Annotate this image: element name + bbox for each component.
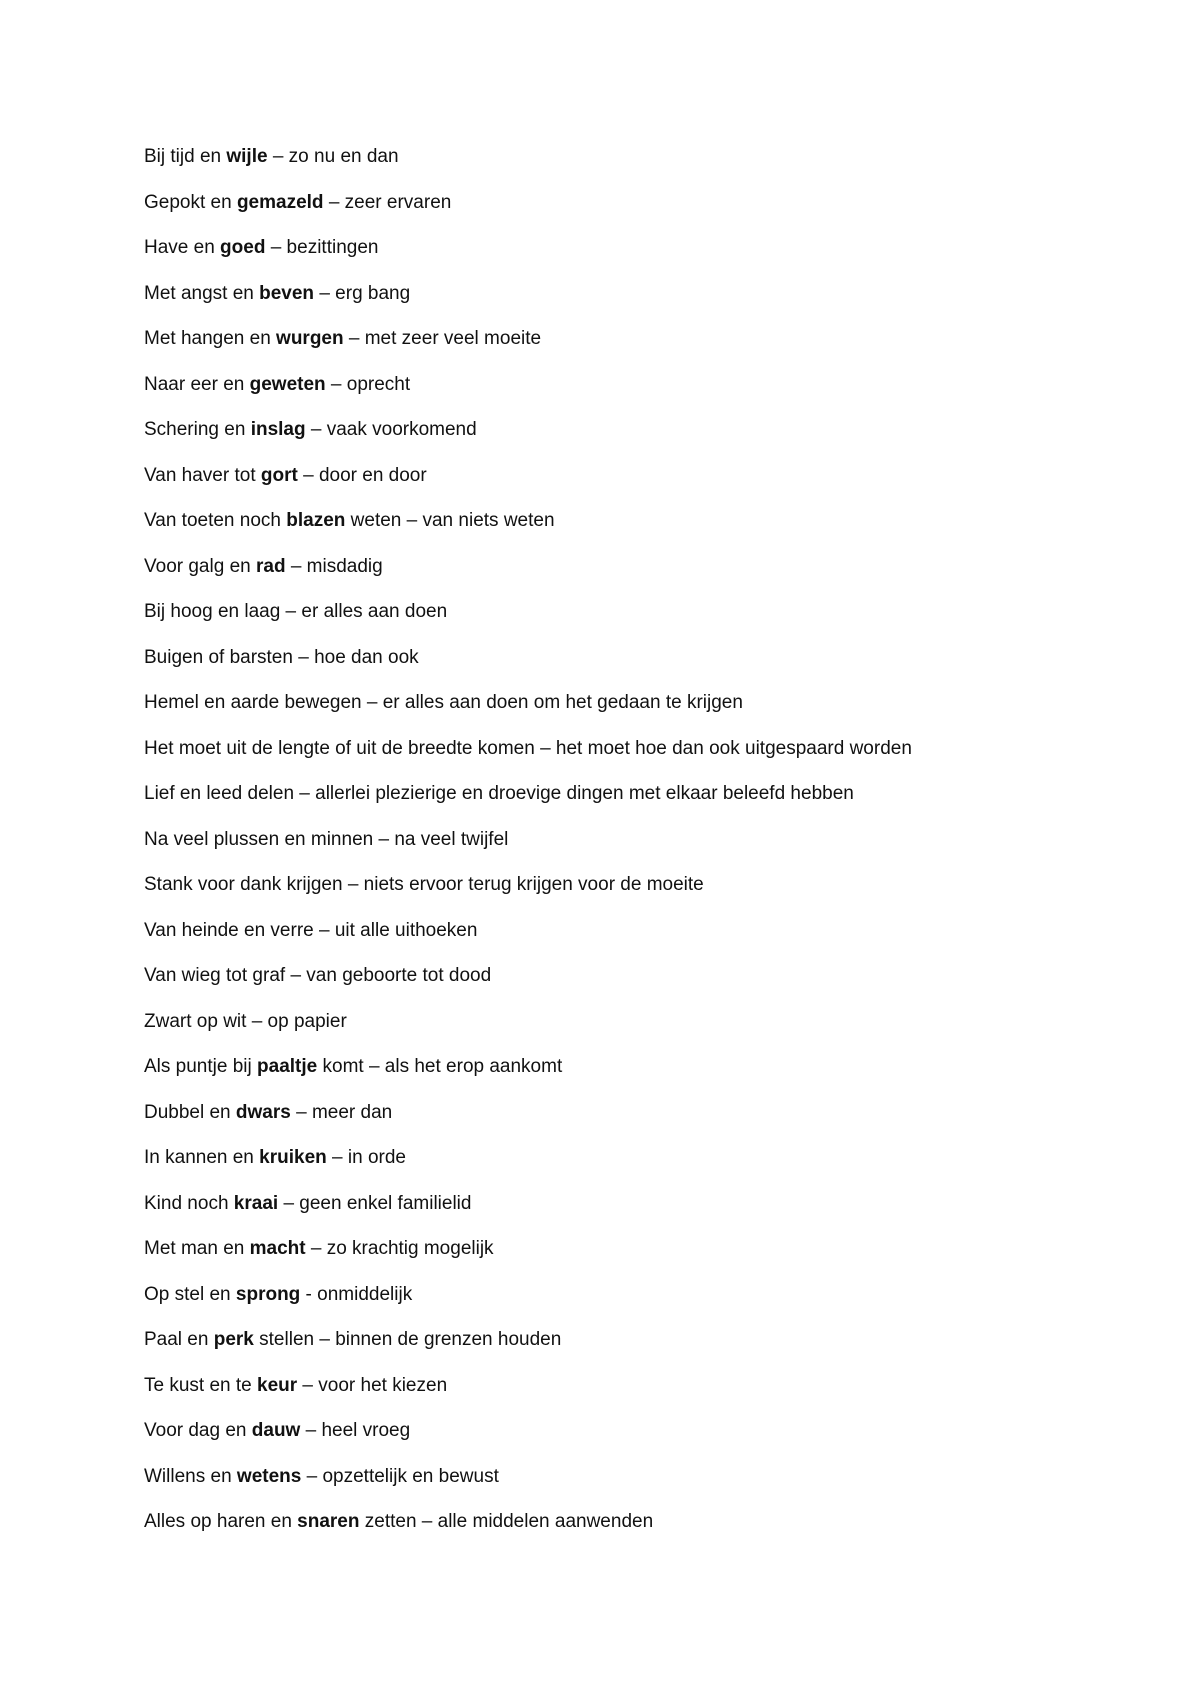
line-text: Met hangen en: [144, 328, 277, 349]
line-text: – bezittingen: [265, 237, 379, 258]
bold-keyword: inslag: [250, 419, 306, 440]
line-text: Hemel en aarde bewegen – er alles aan doen om het gedaan te krijgen: [144, 692, 743, 713]
line-text: Stank voor dank krijgen – niets ervoor terug krijgen voor de moeite: [144, 874, 704, 895]
line-text: – vaak voorkomend: [305, 419, 477, 440]
expression-line: [144, 1193, 1144, 1239]
line-text: In kannen en: [144, 1147, 260, 1168]
bold-keyword: kruiken: [259, 1147, 327, 1168]
line-text: Het moet uit de lengte of uit de breedte komen – het moet hoe dan ook uitgespaard worden: [144, 737, 912, 759]
expression-line: [144, 965, 1144, 1011]
bold-keyword: rad: [255, 555, 286, 577]
line-text: Te kust en te: [144, 1374, 258, 1396]
expression-line: [144, 1147, 1144, 1193]
expression-list: [144, 146, 1144, 1557]
expression-line: [144, 738, 1144, 784]
line-text: zetten – alle middelen aanwenden: [359, 1511, 654, 1532]
bold-keyword: goed: [220, 237, 266, 258]
line-text: Dubbel en: [144, 1101, 236, 1123]
expression-line: [144, 1375, 1144, 1421]
line-text: Met man en: [144, 1238, 250, 1259]
bold-keyword: macht: [249, 1238, 306, 1259]
bold-keyword: wijle: [226, 146, 268, 167]
expression-line: [144, 692, 1144, 738]
line-text: Van toeten noch: [144, 510, 287, 531]
line-text: Have en: [144, 237, 221, 258]
line-text: Bij tijd en: [144, 146, 227, 167]
line-text: Op stel en: [144, 1283, 236, 1305]
line-text: Van haver tot: [144, 464, 261, 486]
expression-line: [144, 237, 1144, 283]
expression-line: [144, 146, 1144, 192]
line-text: Van heinde en verre – uit alle uithoeken: [144, 919, 478, 941]
line-text: Bij hoog en laag – er alles aan doen: [144, 601, 448, 622]
expression-line: [144, 419, 1144, 465]
line-text: Naar eer en: [144, 373, 250, 395]
line-text: Alles op haren en: [144, 1511, 298, 1532]
expression-line: [144, 601, 1144, 647]
expression-line: [144, 556, 1144, 602]
bold-keyword: kraai: [233, 1192, 279, 1214]
expression-line: [144, 783, 1144, 829]
expression-line: [144, 1056, 1144, 1102]
expression-line: [144, 1511, 1144, 1557]
bold-keyword: geweten: [249, 373, 326, 395]
expression-line: [144, 283, 1144, 329]
line-text: Zwart op wit – op papier: [144, 1010, 347, 1032]
line-text: – heel vroeg: [300, 1420, 411, 1441]
bold-keyword: blazen: [286, 510, 346, 531]
line-text: Met angst en: [144, 282, 260, 304]
line-text: – voor het kiezen: [297, 1374, 448, 1396]
line-text: Lief en leed delen – allerlei plezierige en droevige dingen met elkaar beleefd hebben: [144, 783, 854, 804]
line-text: Gepokt en: [144, 191, 237, 213]
expression-line: [144, 1466, 1144, 1512]
line-text: Als puntje bij: [144, 1056, 258, 1077]
bold-keyword: gort: [260, 464, 298, 486]
line-text: stellen – binnen de grenzen houden: [253, 1329, 562, 1350]
line-text: – opzettelijk en bewust: [301, 1465, 499, 1487]
line-text: Van wieg tot graf – van geboorte tot dood: [144, 965, 492, 986]
expression-line: [144, 510, 1144, 556]
bold-keyword: keur: [257, 1374, 298, 1396]
line-text: – in orde: [326, 1147, 406, 1168]
bold-keyword: beven: [259, 282, 315, 304]
expression-line: [144, 1011, 1144, 1057]
line-text: – met zeer veel moeite: [343, 328, 542, 349]
line-text: – zeer ervaren: [323, 191, 452, 213]
line-text: Voor galg en: [144, 555, 256, 577]
line-text: – geen enkel familielid: [278, 1192, 472, 1214]
bold-keyword: sprong: [235, 1283, 301, 1305]
bold-keyword: dauw: [251, 1420, 301, 1441]
expression-line: [144, 192, 1144, 238]
line-text: - onmiddelijk: [300, 1283, 413, 1305]
line-text: – door en door: [297, 464, 427, 486]
line-text: – zo nu en dan: [267, 146, 399, 167]
expression-line: [144, 1238, 1144, 1284]
line-text: weten – van niets weten: [345, 510, 555, 531]
expression-line: [144, 465, 1144, 511]
bold-keyword: wetens: [236, 1465, 302, 1487]
line-text: Willens en: [144, 1465, 237, 1487]
line-text: – zo krachtig mogelijk: [305, 1238, 494, 1259]
bold-keyword: dwars: [235, 1101, 291, 1123]
bold-keyword: paaltje: [257, 1056, 318, 1077]
expression-line: [144, 1329, 1144, 1375]
line-text: – oprecht: [325, 373, 411, 395]
line-text: komt – als het erop aankomt: [317, 1056, 563, 1077]
line-text: Paal en: [144, 1329, 214, 1350]
expression-line: [144, 874, 1144, 920]
line-text: Voor dag en: [144, 1420, 252, 1441]
bold-keyword: gemazeld: [236, 191, 324, 213]
expression-line: [144, 920, 1144, 966]
line-text: – erg bang: [314, 282, 411, 304]
bold-keyword: snaren: [297, 1511, 360, 1532]
line-text: Schering en: [144, 419, 251, 440]
expression-line: [144, 1284, 1144, 1330]
expression-line: [144, 374, 1144, 420]
line-text: Na veel plussen en minnen – na veel twijfel: [144, 828, 509, 850]
bold-keyword: wurgen: [276, 328, 344, 349]
line-text: – misdadig: [285, 555, 383, 577]
expression-line: [144, 829, 1144, 875]
bold-keyword: perk: [213, 1329, 254, 1350]
line-text: Kind noch: [144, 1192, 234, 1214]
expression-line: [144, 647, 1144, 693]
expression-line: [144, 328, 1144, 374]
expression-line: [144, 1420, 1144, 1466]
line-text: – meer dan: [290, 1101, 393, 1123]
expression-line: [144, 1102, 1144, 1148]
line-text: Buigen of barsten – hoe dan ook: [144, 646, 419, 668]
